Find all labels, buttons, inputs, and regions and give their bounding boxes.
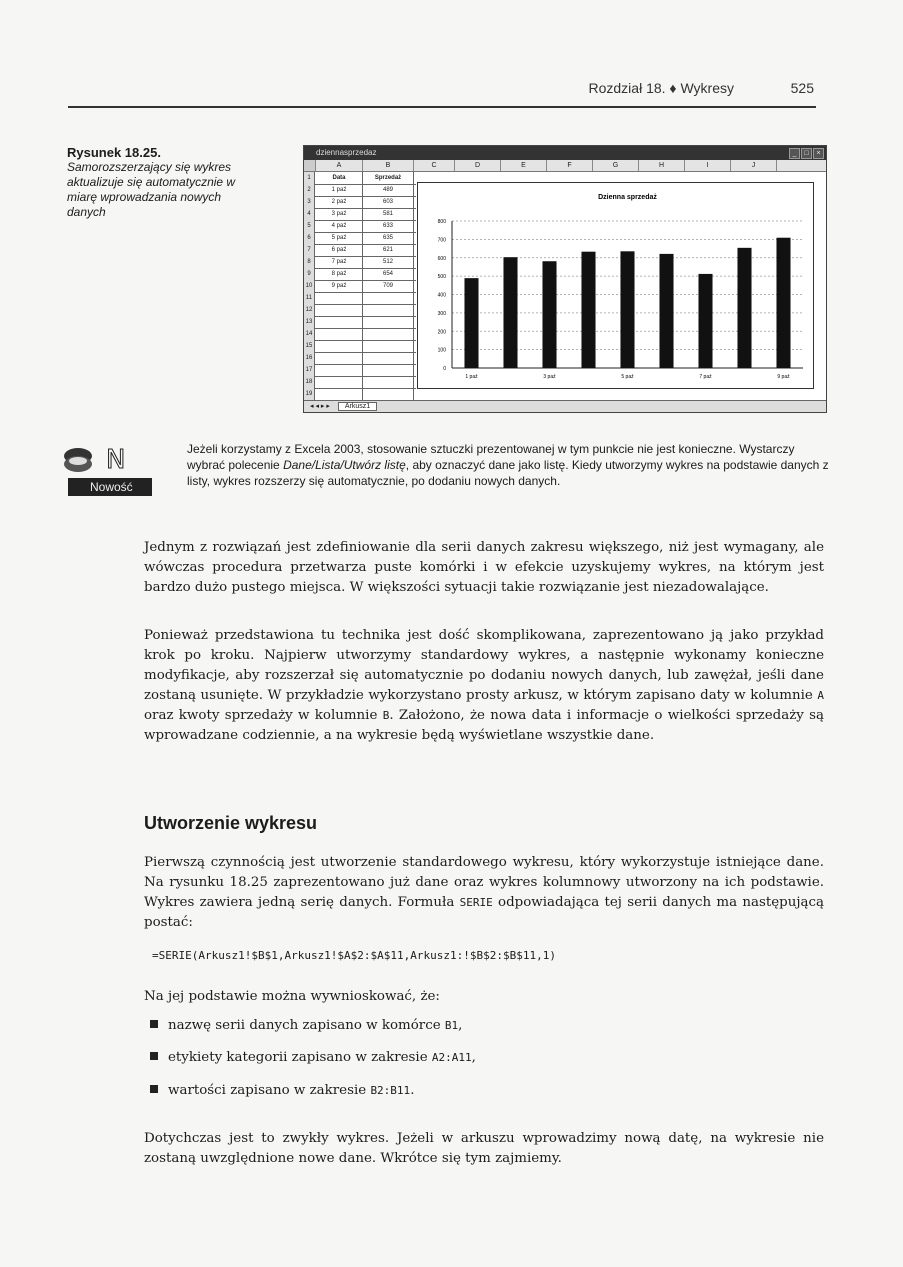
serie-function-name: SERIE <box>459 896 493 909</box>
column-chart <box>418 183 813 388</box>
cell-grid[interactable] <box>304 172 826 400</box>
col-header-j[interactable]: J <box>731 160 777 171</box>
paragraph-5: Dotychczas jest to zwykły wykres. Jeżeli w arkuszu wprowadzimy nową datę, na wykresie nie zostaną uwzględnione nowe dane. Wkrótce się tym zajmiemy. <box>144 1131 824 1166</box>
col-header-c[interactable]: C <box>414 160 455 171</box>
col-header-a[interactable]: A <box>316 160 363 171</box>
chart-object[interactable] <box>417 182 814 389</box>
chart-bar <box>620 251 634 368</box>
chart-bar <box>542 261 556 368</box>
cell-b[interactable] <box>363 328 414 340</box>
cell-a[interactable] <box>316 376 363 388</box>
row-number[interactable]: 4 <box>304 208 315 220</box>
cell-a[interactable]: 7 paź <box>316 256 363 268</box>
note-text-post: , aby oznaczyć dane jako listę. Kiedy utworzymy wykres na podstawie danych z listy, wykres rozszerzy się automatycznie, po dodaniu nowych danych. <box>187 458 829 488</box>
paragraph-3-part-b: odpowiadająca tej serii danych ma następującą postać: <box>144 895 824 930</box>
cell-b[interactable] <box>363 304 414 316</box>
cell-b[interactable] <box>363 364 414 376</box>
chapter-title: Rozdział 18. ♦ Wykresy <box>588 80 734 96</box>
cell-b[interactable]: 709 <box>363 280 414 292</box>
column-b-ref: B <box>382 709 390 722</box>
row-number[interactable]: 7 <box>304 244 315 256</box>
bullet-3-code: B2:B11 <box>370 1084 411 1097</box>
bullet-item <box>150 1050 810 1065</box>
paragraph-3 <box>144 853 824 933</box>
y-tick-label: 400 <box>437 292 446 299</box>
cell-a[interactable]: 6 paź <box>316 244 363 256</box>
paragraph-2 <box>144 626 824 746</box>
row-number[interactable]: 17 <box>304 364 315 376</box>
row-number[interactable]: 14 <box>304 328 315 340</box>
cell-a[interactable]: 5 paź <box>316 232 363 244</box>
paragraph-2-part-c: . Założono, że nowa data i informacje o wielkości sprzedaży są wprowadzane codziennie, a na wykresie będą wyświetlane wszystkie dane. <box>144 708 824 743</box>
maximize-icon[interactable]: □ <box>801 148 812 159</box>
cell-b[interactable] <box>363 340 414 352</box>
paragraph-1: Jednym z rozwiązań jest zdefiniowanie dla serii danych zakresu większego, niż jest wymagany, ale wówczas procedura przetwarza puste komórki i w efekcie uzyskujemy wykres, na którym jest bardzo dużo pustego miejsca. W większości sytuacji takie rozwiązanie jest niezadowalające. <box>144 540 824 595</box>
bullet-square-icon <box>150 1052 158 1060</box>
column-a-ref: A <box>817 689 824 702</box>
col-header-h[interactable]: H <box>639 160 685 171</box>
tab-nav-arrows[interactable]: ◂ ◂ ▸ ▸ <box>310 403 330 410</box>
row-number[interactable]: 12 <box>304 304 315 316</box>
serie-formula: =SERIE(Arkusz1!$B$1,Arkusz1!$A$2:$A$11,Arkusz1:!$B$2:$B$11,1) <box>152 949 556 962</box>
section-heading: Utworzenie wykresu <box>144 813 318 833</box>
cell-b[interactable] <box>363 316 414 328</box>
cell-a[interactable] <box>316 340 363 352</box>
row-number[interactable]: 13 <box>304 316 315 328</box>
cell-b[interactable]: 621 <box>363 244 414 256</box>
row-number[interactable]: 5 <box>304 220 315 232</box>
row-number[interactable]: 8 <box>304 256 315 268</box>
corner-cell[interactable] <box>304 160 316 171</box>
row-number[interactable]: 10 <box>304 280 315 292</box>
sheet-tab-bar <box>304 400 826 412</box>
bullet-2-end: , <box>471 1050 476 1065</box>
figure-caption <box>67 145 257 220</box>
x-tick-label: 1 paź <box>465 374 478 380</box>
chart-bar <box>776 238 790 368</box>
x-tick-label: 9 paź <box>777 374 790 380</box>
bullet-1-text: nazwę serii danych zapisano w komórce <box>168 1018 445 1033</box>
chart-title: Dzienna sprzedaż <box>598 194 657 201</box>
cell-a[interactable] <box>316 292 363 304</box>
paragraph-2-part-a: Ponieważ przedstawiona tu technika jest dość skomplikowana, zaprezentowano ją jako przykład krok po kroku. Najpierw utworzymy standardowy wykres, a następnie wykonamy konieczne modyfikacje, aby rozszerzał się automatycznie po dodaniu nowych danych, lub zawężał, jeśli dane zostaną usunięte. W przykładzie wykorzystano prosty arkusz, w którym zapisano daty w kolumnie <box>144 628 824 703</box>
excel-window-title: dziennasprzedaz <box>316 148 377 157</box>
col-header-f[interactable]: F <box>547 160 593 171</box>
cell-b[interactable]: 635 <box>363 232 414 244</box>
svg-text:N: N <box>106 445 126 475</box>
bullet-square-icon <box>150 1020 158 1028</box>
cell-a[interactable]: 3 paź <box>316 208 363 220</box>
col-header-d[interactable]: D <box>455 160 501 171</box>
bullet-2-text: etykiety kategorii zapisano w zakresie <box>168 1050 432 1065</box>
column-headers <box>304 160 826 172</box>
y-tick-label: 0 <box>443 366 446 372</box>
cell-a[interactable]: Data <box>316 172 363 184</box>
sheet-tab-arkusz1[interactable]: Arkusz1 <box>338 402 377 411</box>
cell-a[interactable]: 1 paź <box>316 184 363 196</box>
cell-b[interactable]: Sprzedaż <box>363 172 414 184</box>
row-number[interactable]: 11 <box>304 292 315 304</box>
cell-a[interactable]: 8 paź <box>316 268 363 280</box>
row-number[interactable]: 19 <box>304 388 315 400</box>
chart-bar <box>464 278 478 368</box>
row-number[interactable]: 2 <box>304 184 315 196</box>
y-tick-label: 800 <box>437 219 446 225</box>
x-tick-label: 3 paź <box>543 374 556 380</box>
x-tick-label: 7 paź <box>699 374 712 380</box>
cell-a[interactable]: 2 paź <box>316 196 363 208</box>
x-tick-label: 5 paź <box>621 374 634 380</box>
y-tick-label: 300 <box>437 310 446 317</box>
row-number[interactable]: 15 <box>304 340 315 352</box>
row-number[interactable]: 1 <box>304 172 315 184</box>
paragraph-3-part-a: Pierwszą czynnością jest utworzenie standardowego wykresu, który wykorzystuje istniejące dane. Na rysunku 18.25 zaprezentowano już dane oraz wykres kolumnowy utworzony na ich podstawie. Wykres zawiera jedną serię danych. Formuła <box>144 855 824 910</box>
cell-b[interactable] <box>363 292 414 304</box>
paragraph-2-part-b: oraz kwoty sprzedaży w kolumnie <box>144 708 383 723</box>
col-header-e[interactable]: E <box>501 160 547 171</box>
cell-b[interactable] <box>363 388 414 400</box>
figure-label: Rysunek 18.25. <box>67 145 161 160</box>
row-number[interactable]: 9 <box>304 268 315 280</box>
y-tick-label: 200 <box>437 329 446 336</box>
bullet-item <box>150 1018 810 1033</box>
bullet-1-end: , <box>458 1018 463 1033</box>
row-number[interactable]: 6 <box>304 232 315 244</box>
page-number: 525 <box>790 80 814 96</box>
bullet-item <box>150 1083 810 1098</box>
chart-bar <box>581 252 595 368</box>
col-header-i[interactable]: I <box>685 160 731 171</box>
y-tick-label: 100 <box>437 347 446 354</box>
excel-titlebar <box>304 146 826 160</box>
cell-b[interactable]: 633 <box>363 220 414 232</box>
note-text-pre: Jeżeli korzystamy z Excela 2003, stosowanie sztuczki prezentowanej w tym punkcie nie jest konieczne. Wystarczy wybrać polecenie <box>187 442 795 472</box>
cell-a[interactable] <box>316 304 363 316</box>
new-badge-label: Nowość <box>90 480 133 494</box>
paragraph-4: Na jej podstawie można wywnioskować, że: <box>144 989 440 1004</box>
chart-bar <box>737 248 751 368</box>
cell-b[interactable]: 654 <box>363 268 414 280</box>
bullet-3-text: wartości zapisano w zakresie <box>168 1083 371 1098</box>
bullet-1-code: B1 <box>444 1019 459 1032</box>
cell-b[interactable]: 512 <box>363 256 414 268</box>
bullet-square-icon <box>150 1085 158 1093</box>
chart-bar <box>503 257 517 368</box>
row-number[interactable]: 16 <box>304 352 315 364</box>
chart-bar <box>698 274 712 368</box>
cell-b[interactable]: 489 <box>363 184 414 196</box>
row-number[interactable]: 3 <box>304 196 315 208</box>
cell-a[interactable] <box>316 328 363 340</box>
excel-window <box>303 145 827 413</box>
col-header-g[interactable]: G <box>593 160 639 171</box>
cell-b[interactable] <box>363 352 414 364</box>
cell-b[interactable] <box>363 376 414 388</box>
note-text <box>187 441 832 489</box>
cell-a[interactable] <box>316 352 363 364</box>
cell-a[interactable] <box>316 364 363 376</box>
bullet-3-end: . <box>410 1083 415 1098</box>
close-icon[interactable]: × <box>813 148 824 159</box>
new-feature-icon <box>62 440 152 500</box>
cell-b[interactable]: 603 <box>363 196 414 208</box>
y-tick-label: 600 <box>437 255 446 262</box>
chart-bar <box>659 254 673 368</box>
cell-a[interactable]: 4 paź <box>316 220 363 232</box>
col-header-b[interactable]: B <box>363 160 414 171</box>
cell-b[interactable]: 581 <box>363 208 414 220</box>
cell-a[interactable] <box>316 388 363 400</box>
figure-caption-text: Samorozszerzający się wykres aktualizuje się automatycznie w miarę wprowadzania nowych danych <box>67 160 236 219</box>
row-number[interactable]: 18 <box>304 376 315 388</box>
y-tick-label: 500 <box>437 274 446 281</box>
cell-a[interactable]: 9 paź <box>316 280 363 292</box>
running-header <box>68 76 816 108</box>
bullet-2-code: A2:A11 <box>431 1051 472 1064</box>
minimize-icon[interactable]: _ <box>789 148 800 159</box>
y-tick-label: 700 <box>437 237 446 244</box>
cell-a[interactable] <box>316 316 363 328</box>
note-menu-path: Dane/Lista/Utwórz listę <box>283 458 406 472</box>
